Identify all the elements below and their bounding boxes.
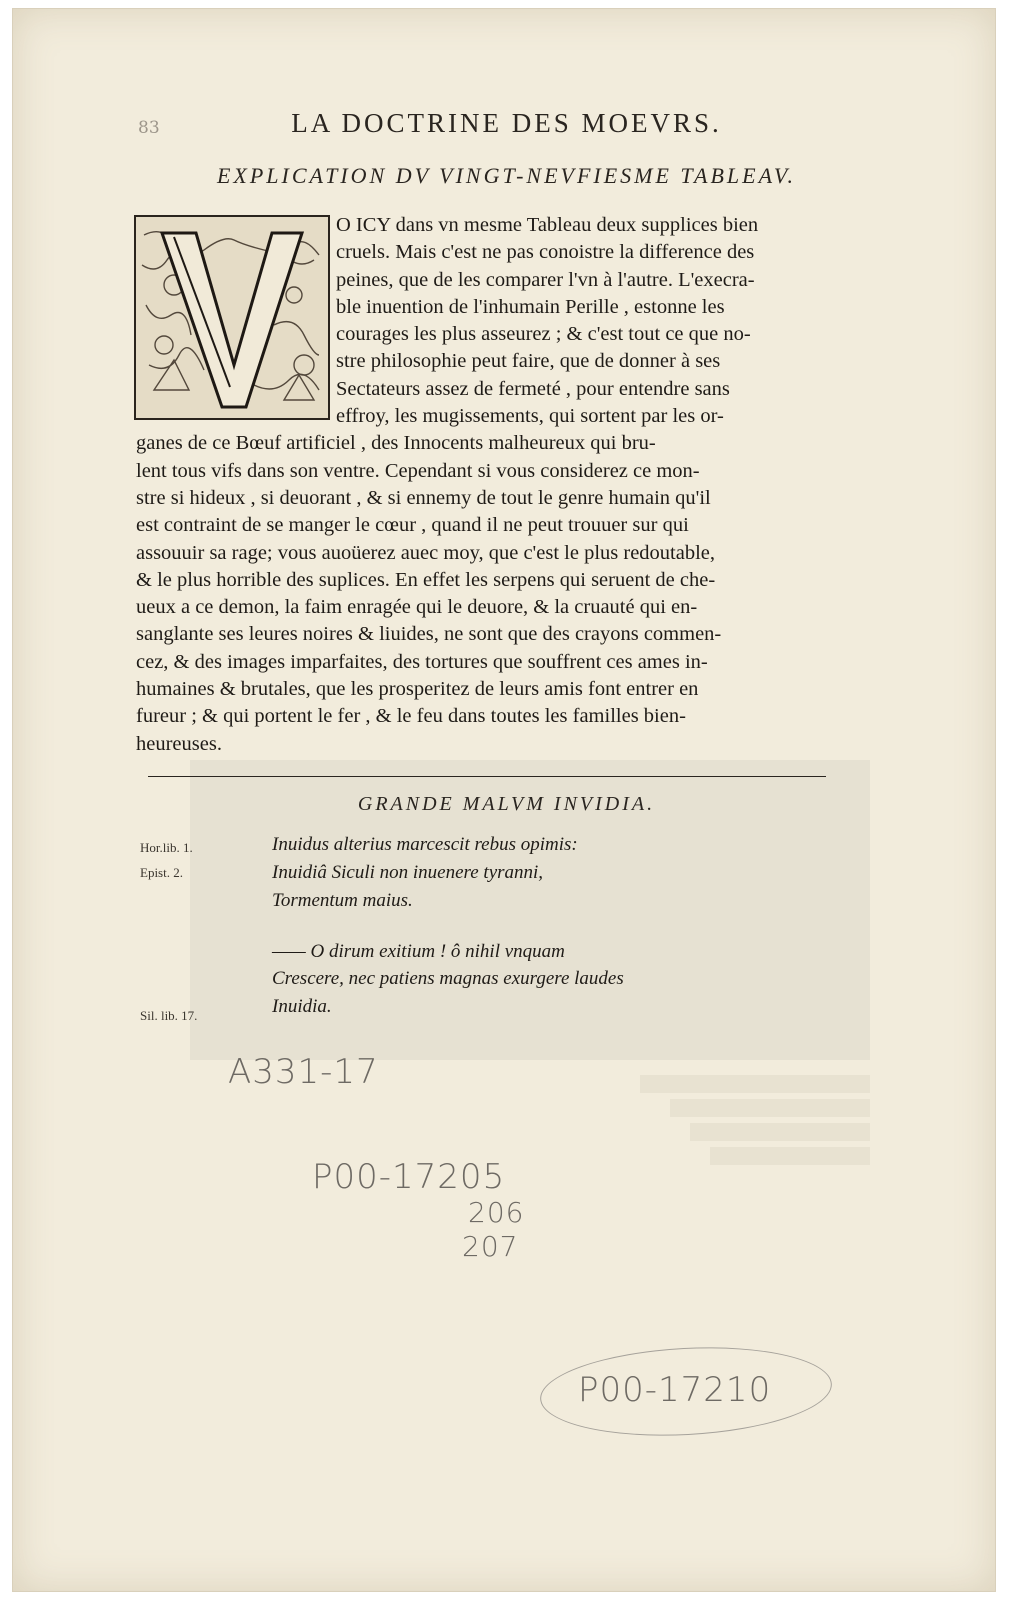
page-header: LA DOCTRINE DES MOEVRS. — [291, 108, 722, 138]
catalog-number-suffix: 206 — [468, 1196, 525, 1229]
verse-line: Crescere, nec patiens magnas exurgere laudes — [272, 968, 624, 989]
margin-note: Hor.lib. 1. — [140, 840, 193, 855]
verse-line: Tormentum maius. — [272, 890, 413, 911]
page-subtitle: EXPLICATION DV VINGT-NEVFIESME TABLEAV. — [216, 163, 797, 188]
body-line: est contraint de se manger le cœur , quand il ne peut trouuer sur qui — [136, 514, 689, 537]
body-line: sanglante ses leures noires & liuides, ne sont que des crayons commen- — [136, 623, 722, 646]
body-line: cez, & des images imparfaites, des tortures que souffrent ces ames in- — [136, 650, 708, 673]
body-line: & le plus horrible des suplices. En effet les serpens qui seruent de che- — [136, 568, 716, 591]
body-line: stre si hideux , si deuorant , & si ennemy de tout le genre humain qu'il — [136, 486, 711, 509]
body-text — [136, 212, 836, 758]
body-line: ueux a ce demon, la faim enragée qui le deuore, & la cruauté qui en- — [136, 596, 698, 619]
page-number: 83 — [138, 118, 160, 138]
catalog-number-suffix: 207 — [462, 1230, 519, 1263]
verse-line: —— O dirum exitium ! ô nihil vnquam — [272, 941, 565, 962]
catalog-number: P00-17205 — [312, 1157, 506, 1197]
body-line: fureur ; & qui portent le fer , & le feu dans toutes les familles bien- — [136, 705, 686, 728]
body-line: effroy, les mugissements, qui sortent par les or- — [336, 405, 724, 428]
body-line: assouuir sa rage; vous auoüerez auec moy, que c'est le plus redoutable, — [136, 541, 716, 564]
body-line: ganes de ce Bœuf artificiel , des Innocents malheureux qui bru- — [136, 432, 656, 455]
verse-line: Inuidiâ Siculi non inuenere tyranni, — [272, 862, 544, 883]
body-line: courages les plus asseurez ; & c'est tout ce que no- — [336, 323, 751, 346]
bleed-through-shadow — [640, 1075, 870, 1165]
body-line: ble inuention de l'inhumain Perille , estonne les — [336, 295, 725, 318]
body-line: Sectateurs assez de fermeté , pour entendre sans — [336, 377, 730, 400]
section-divider — [148, 776, 826, 777]
circled-catalog-number: P00-17210 — [578, 1370, 772, 1410]
body-line: peines, que de les comparer l'vn à l'autre. L'execra- — [336, 268, 755, 291]
quote-title: GRANDE MALVM INVIDIA. — [357, 793, 656, 815]
margin-note: Sil. lib. 17. — [140, 1008, 198, 1023]
verse-line: Inuidia. — [272, 996, 332, 1017]
verse-line: Inuidus alterius marcescit rebus opimis: — [272, 834, 578, 855]
body-line: stre philosophie peut faire, que de donner à ses — [336, 350, 721, 373]
body-line: lent tous vifs dans son ventre. Cependant si vous considerez ce mon- — [136, 459, 700, 482]
inventory-number: A331-17 — [228, 1052, 379, 1092]
body-line: cruels. Mais c'est ne pas conoistre la difference des — [336, 241, 755, 264]
body-line: O ICY dans vn mesme Tableau deux supplices bien — [336, 214, 759, 236]
body-line: humaines & brutales, que les prosperitez de leurs amis font entrer en — [136, 678, 699, 701]
margin-note: Epist. 2. — [140, 865, 183, 880]
body-line: heureuses. — [136, 732, 222, 755]
